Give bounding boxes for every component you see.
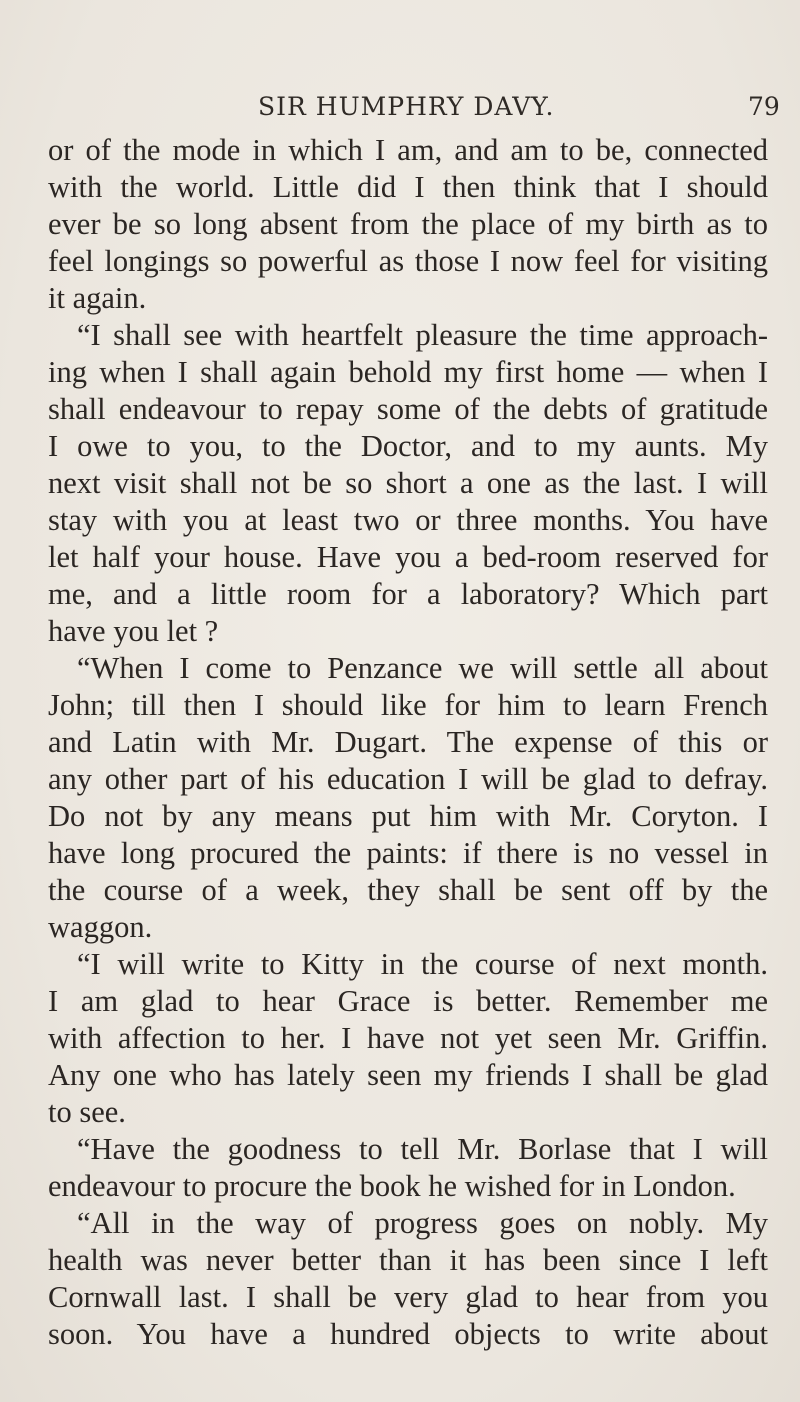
text-line: me, and a little room for a laboratory? Which part xyxy=(48,577,768,611)
page-number: 79 xyxy=(748,92,780,121)
text-line: have you let ? xyxy=(48,614,219,648)
text-line: the course of a week, they shall be sent off by the xyxy=(48,873,768,907)
text-line: Any one who has lately seen my friends I shall be glad xyxy=(48,1058,768,1092)
text-line: health was never better than it has been since I left xyxy=(48,1243,768,1277)
text-line: ever be so long absent from the place of my birth as to xyxy=(48,207,768,241)
text-line: shall endeavour to repay some of the debts of gratitude xyxy=(48,392,768,426)
text-line: “When I come to Penzance we will settle all about xyxy=(77,651,768,685)
text-line: to see. xyxy=(48,1095,126,1129)
text-line: any other part of his education I will be glad to defray. xyxy=(48,762,768,796)
body-text xyxy=(48,132,768,1353)
text-line: “All in the way of progress goes on nobly. My xyxy=(77,1206,768,1240)
text-line: John; till then I should like for him to learn French xyxy=(48,688,768,722)
text-line: “I will write to Kitty in the course of next month. xyxy=(77,947,768,981)
text-line: I am glad to hear Grace is better. Remember me xyxy=(48,984,768,1018)
text-line: and Latin with Mr. Dugart. The expense of this or xyxy=(48,725,768,759)
text-line: “Have the goodness to tell Mr. Borlase that I will xyxy=(77,1132,768,1166)
text-line: it again. xyxy=(48,281,147,315)
text-line: “I shall see with heartfelt pleasure the time approach- xyxy=(77,318,768,352)
text-line: ing when I shall again behold my first home — when I xyxy=(48,355,768,389)
text-line: Do not by any means put him with Mr. Coryton. I xyxy=(48,799,768,833)
text-line: feel longings so powerful as those I now feel for visiting xyxy=(48,244,768,278)
text-line: stay with you at least two or three months. You have xyxy=(48,503,768,537)
text-line: with affection to her. I have not yet seen Mr. Griffin. xyxy=(48,1021,768,1055)
text-line: waggon. xyxy=(48,910,153,944)
text-line: endeavour to procure the book he wished for in London. xyxy=(48,1169,736,1203)
text-line: let half your house. Have you a bed-room reserved for xyxy=(48,540,768,574)
text-line: next visit shall not be so short a one as the last. I will xyxy=(48,466,768,500)
text-line: I owe to you, to the Doctor, and to my aunts. My xyxy=(48,429,768,463)
text-line: with the world. Little did I then think that I should xyxy=(48,170,768,204)
text-line: or of the mode in which I am, and am to be, connected xyxy=(48,133,768,167)
running-title: SIR HUMPHRY DAVY. xyxy=(258,92,555,121)
text-line: soon. You have a hundred objects to write about xyxy=(48,1317,768,1351)
text-line: have long procured the paints: if there is no vessel in xyxy=(48,836,768,870)
text-line: Cornwall last. I shall be very glad to hear from you xyxy=(48,1280,768,1314)
